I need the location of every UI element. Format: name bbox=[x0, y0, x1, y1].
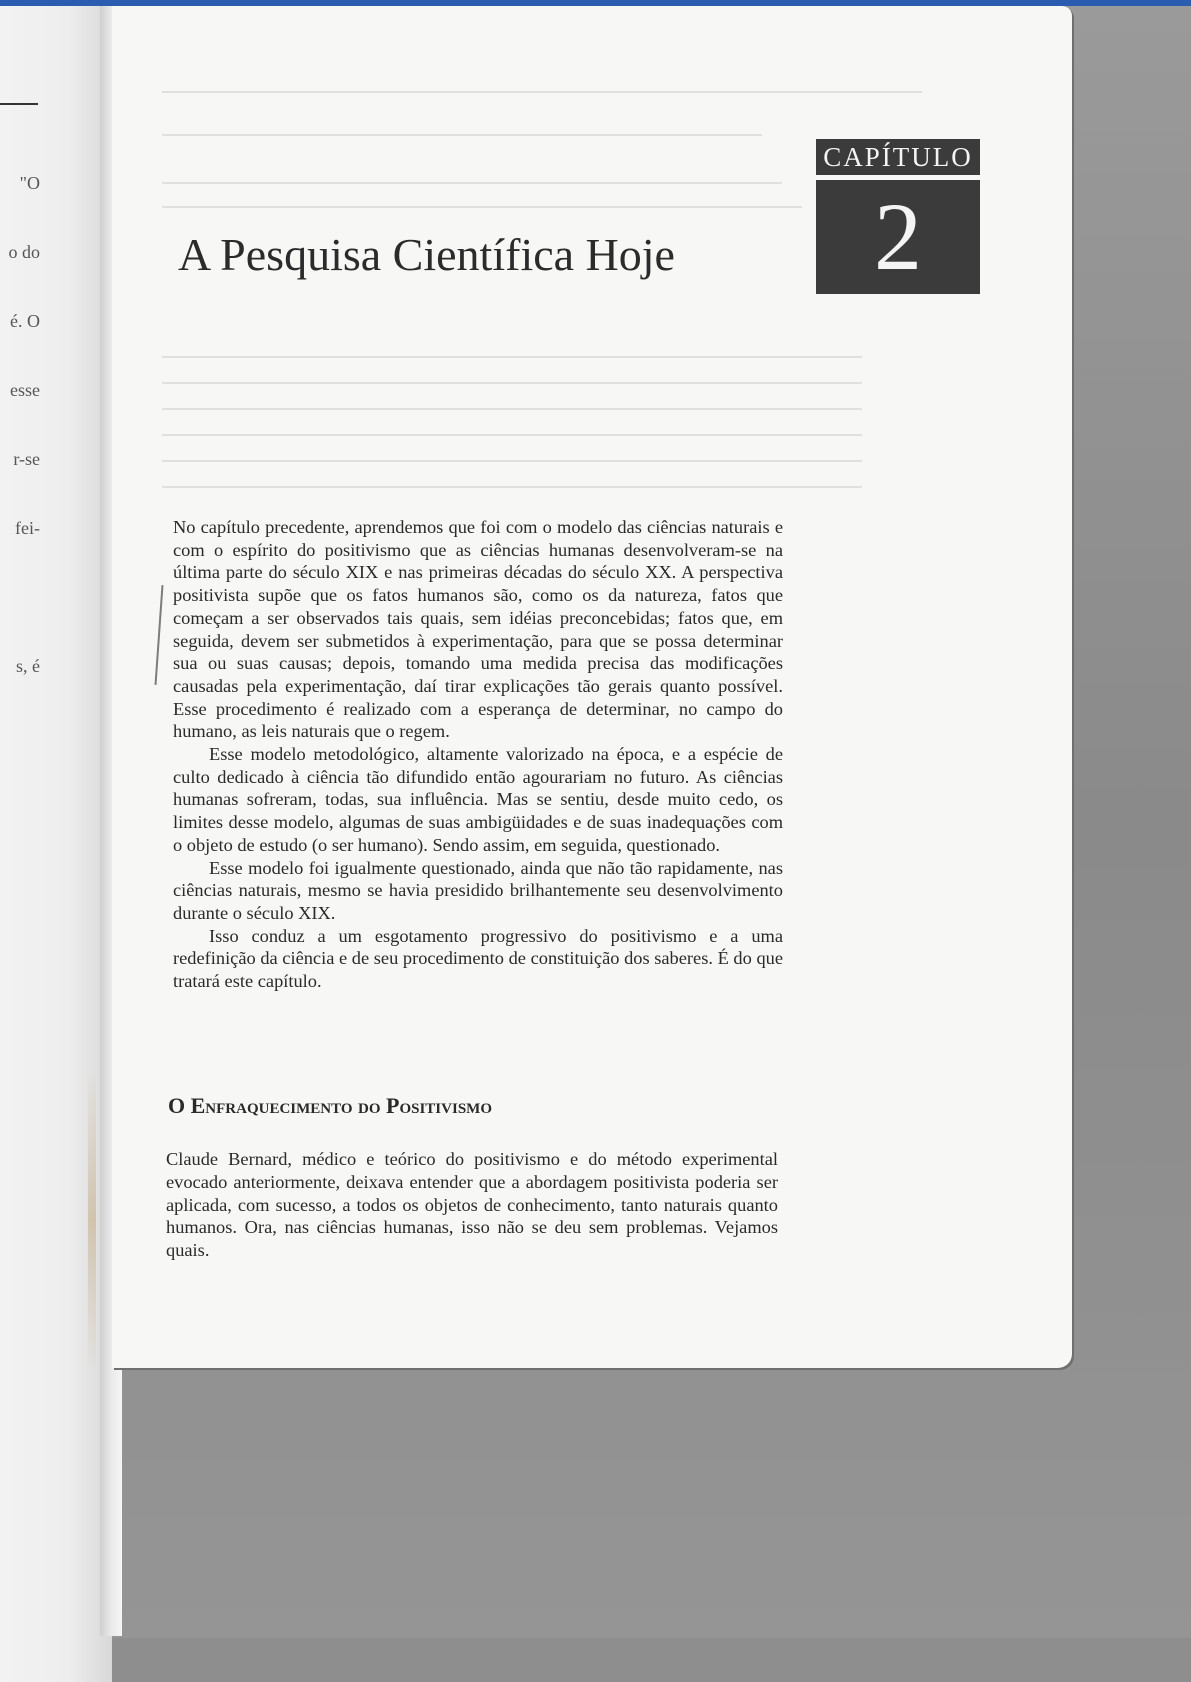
previous-page-rule bbox=[0, 103, 38, 105]
chapter-title: A Pesquisa Científica Hoje bbox=[178, 229, 675, 280]
previous-page-text-fragments bbox=[0, 126, 40, 724]
intro-paragraph: Isso conduz a um esgotamento progressivo do positivismo e a uma redefinição da ciência e de seu procedimento de constituição dos saberes. É do que tratará este capítulo. bbox=[173, 925, 783, 992]
fragment-line: fei- bbox=[15, 518, 40, 538]
section-heading: O Enfraquecimento do Positivismo bbox=[168, 1093, 492, 1118]
bleed-through-line bbox=[162, 460, 862, 462]
fragment-line: é. O bbox=[10, 311, 40, 331]
fragment-line: r-se bbox=[13, 449, 40, 469]
bleed-through-line bbox=[162, 408, 862, 410]
bleed-through-line bbox=[162, 206, 802, 208]
intro-text bbox=[173, 516, 783, 993]
fragment-line: esse bbox=[10, 380, 40, 400]
bleed-through-line bbox=[162, 356, 862, 358]
fragment-line: o do bbox=[8, 242, 40, 262]
bleed-through-line bbox=[162, 486, 862, 488]
bleed-through-line bbox=[162, 382, 862, 384]
bleed-through-line bbox=[162, 134, 762, 136]
intro-paragraph: Esse modelo foi igualmente questionado, ainda que não tão rapidamente, nas ciências naturais, mesmo se havia presidido brilhantemente seu desenvolvimento durante o século XIX. bbox=[173, 857, 783, 923]
fragment-line: s, é bbox=[16, 656, 40, 676]
page-edge-stain bbox=[88, 1070, 96, 1370]
section-paragraph: Claude Bernard, médico e teórico do positivismo e do método experimental evocado anteriormente, deixava entender que a abordagem positivista poderia ser aplicada, com sucesso, a todos os objetos de conhecimento, tanto naturais quanto humanos. Ora, nas ciências humanas, isso não se deu sem problemas. Vejamos quais. bbox=[166, 1149, 778, 1261]
intro-paragraph: Esse modelo metodológico, altamente valorizado na época, e a espécie de culto dedicado à ciência tão difundido então agourariam no futuro. As ciências humanas sofreram, todas, sua influência. Mas se sentiu, desde muito cedo, os limites desse modelo, algumas de suas ambigüidades e de suas inadequações com o objeto de estudo (o ser humano). Sendo assim, em seguida, questionado. bbox=[173, 744, 783, 855]
bleed-through-line bbox=[162, 182, 782, 184]
intro-paragraph: No capítulo precedente, aprendemos que foi com o modelo das ciências naturais e com o espírito do positivismo que as ciências humanas desenvolveram-se na última parte do século XIX e nas primeiras décadas do século XX. A perspectiva positivista supõe que os fatos humanos são, como os da natureza, fatos que começam a ser observados tais quais, sem idéias preconcebidas; fatos que, em seguida, devem ser submetidos à experimentação, para que se possa determinar sua ou suas causas; depois, tomando uma medida precisa das modificações causadas pela experimentação, daí tirar explicações tão gerais quanto possível. Esse procedimento é realizado com a esperança de determinar, no campo do humano, as leis naturais que o regem. bbox=[173, 517, 783, 742]
bleed-through-line bbox=[162, 434, 862, 436]
previous-page-edge bbox=[0, 6, 112, 1682]
bleed-through-line bbox=[162, 91, 922, 93]
fragment-line bbox=[0, 586, 40, 609]
chapter-label: CAPÍTULO bbox=[816, 139, 980, 175]
chapter-number: 2 bbox=[816, 180, 980, 294]
fragment-line: "O bbox=[19, 173, 40, 193]
